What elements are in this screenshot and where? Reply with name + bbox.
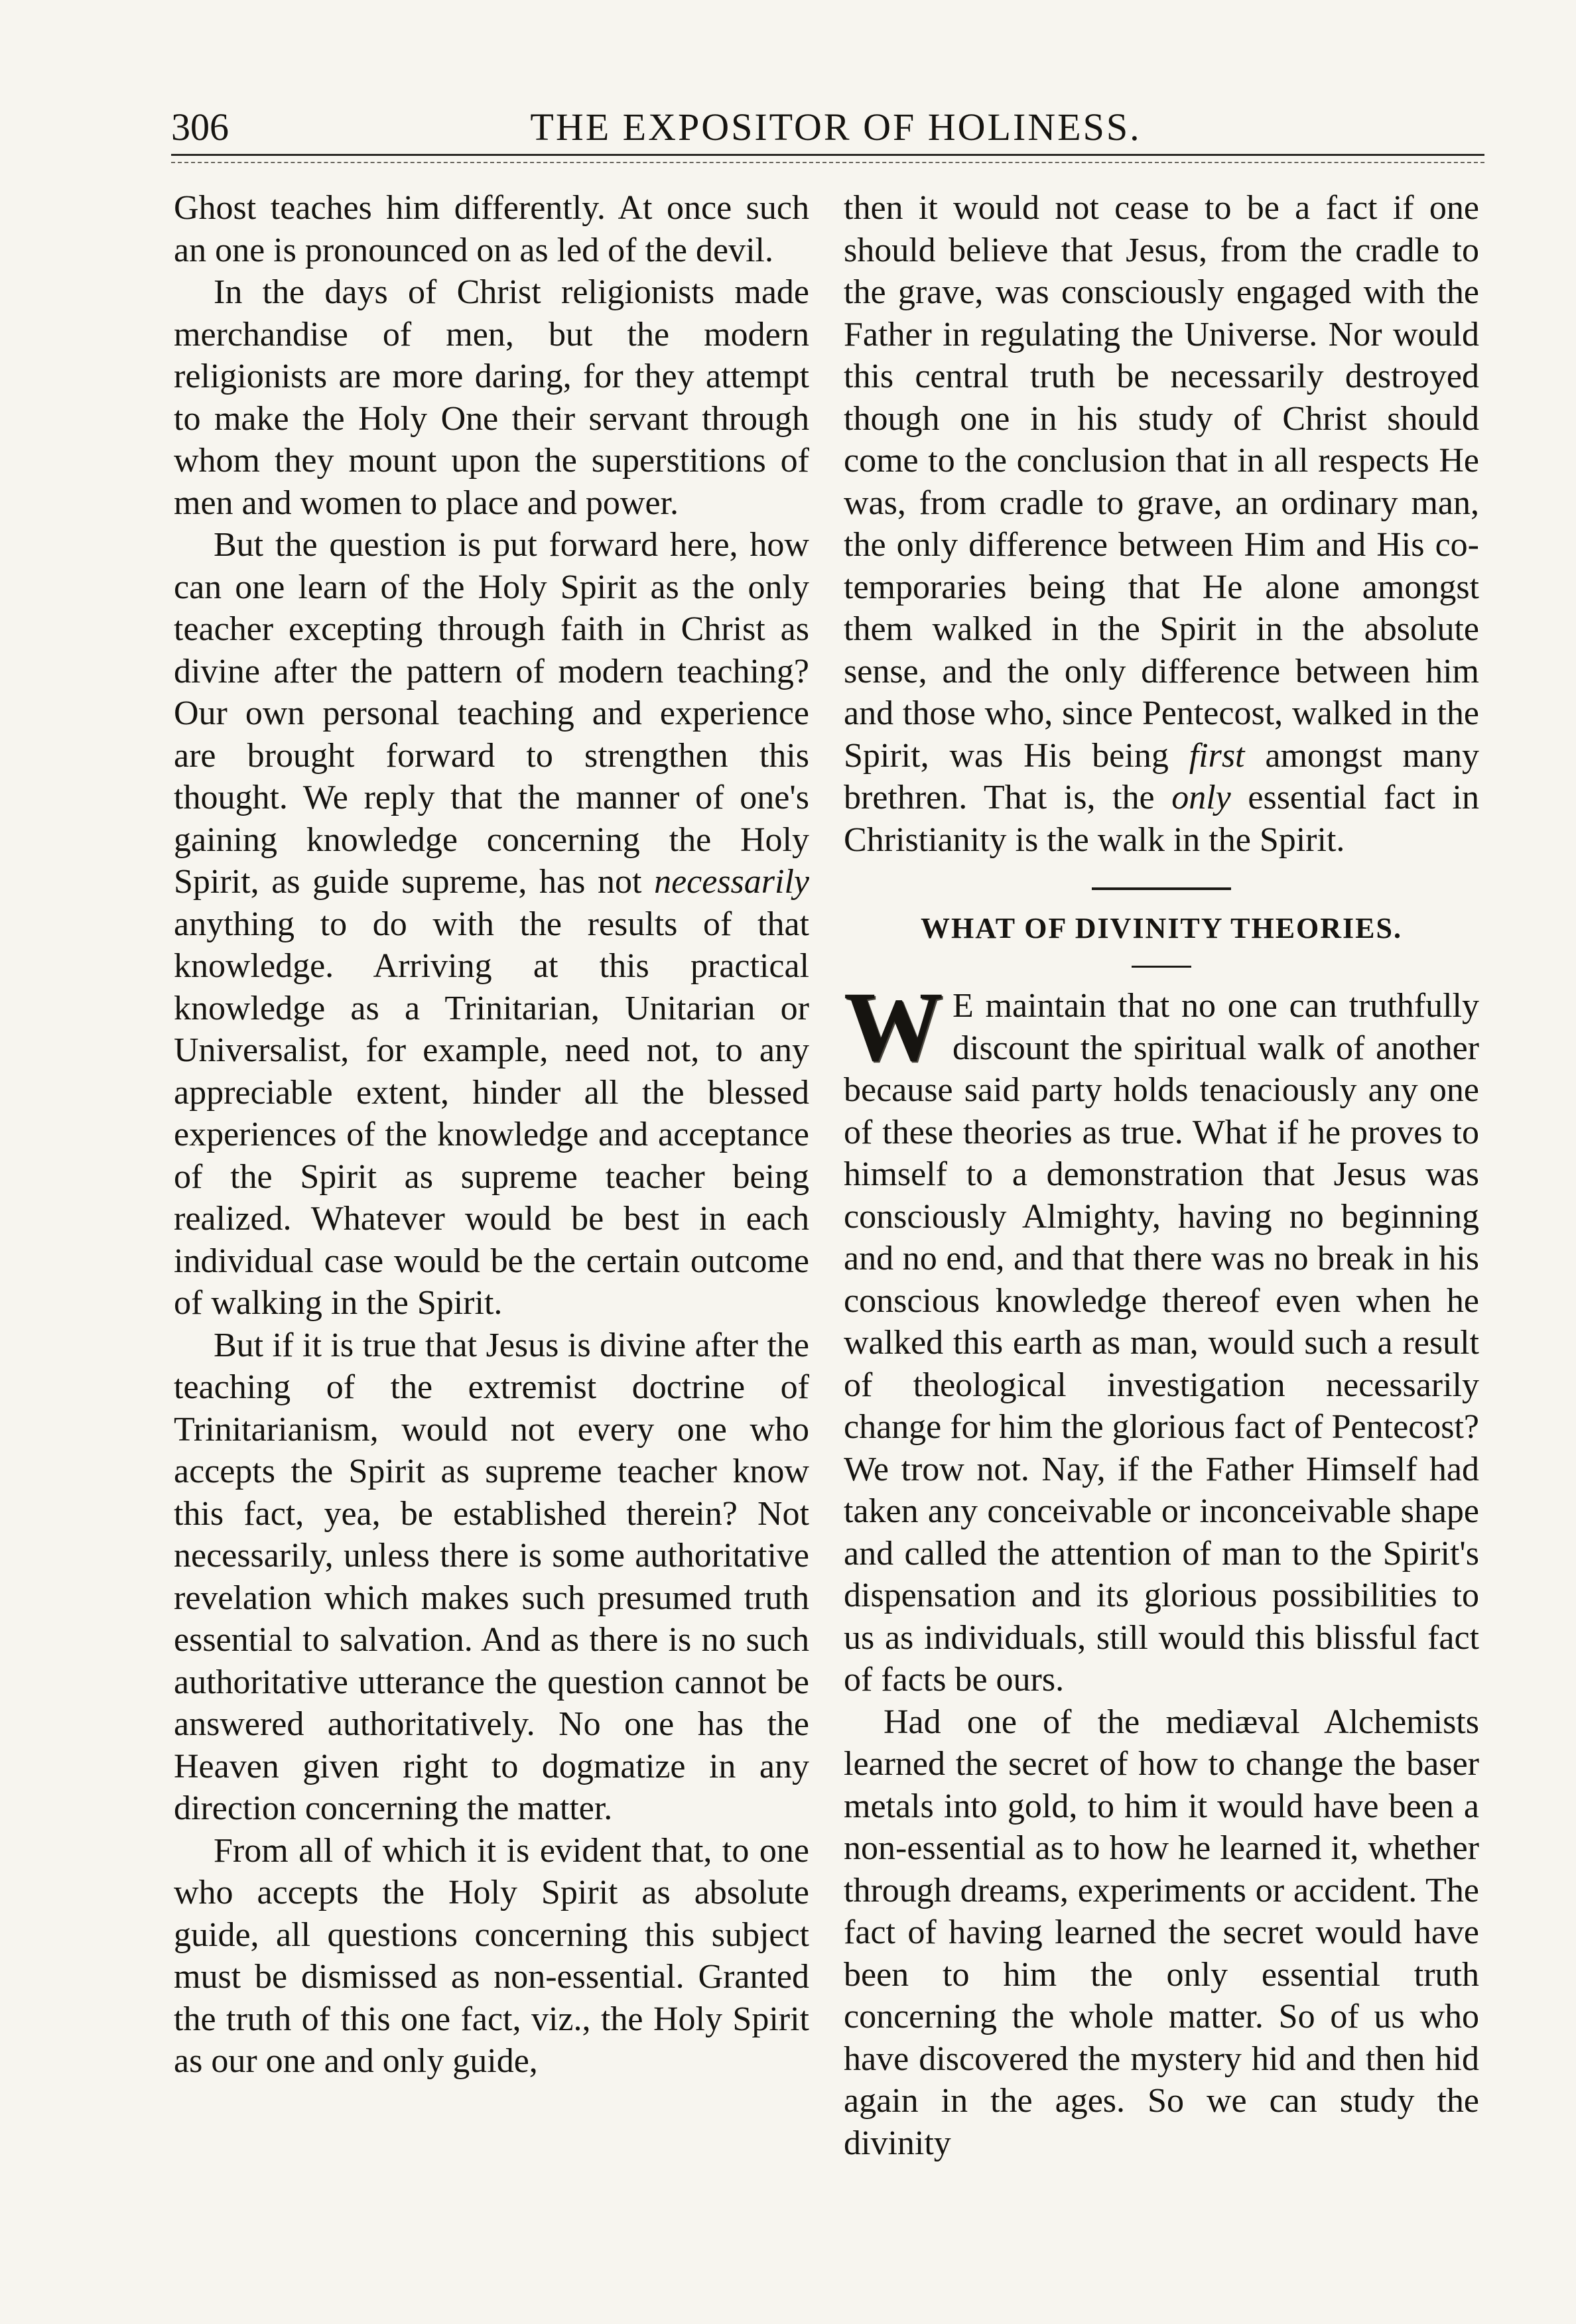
page-header xyxy=(171,99,1500,166)
italic-text: only xyxy=(1171,779,1231,816)
paragraph xyxy=(174,524,809,1324)
header-rule xyxy=(171,154,1484,156)
italic-text: necessarily xyxy=(654,863,809,901)
drop-cap: W xyxy=(844,972,943,1082)
text-run: amongst many brethren. That is, the xyxy=(844,736,1479,816)
text-run: But the question is put forward here, how can one learn of the Holy Spirit as the only teacher excepting through faith in Christ as divine after the pattern of modern teaching? Our own personal teaching and experience are brought forward to strengthen this thought. We reply that the manner of one's gaining knowledge concerning the Holy Spirit, as guide supreme, has not xyxy=(174,526,809,901)
section-heading: WHAT OF DIVINITY THEORIES. xyxy=(920,912,1402,944)
text-run: essential fact in Christianity is the walk in the Spirit. xyxy=(844,779,1480,859)
section-divider xyxy=(1092,887,1231,890)
paragraph: Ghost teaches him differently. At once such an one is pronounced on as led of the devil. xyxy=(174,189,809,269)
paragraph: From all of which it is evident that, to one who accepts the Holy Spirit as absolute guide, all questions concerning this subject must be dismissed as non-essential. Granted the truth of this one fact, viz., the Holy Spirit as our one and only guide, xyxy=(174,1831,809,2080)
page-number: 306 xyxy=(171,105,229,149)
paragraph xyxy=(844,972,1479,1701)
right-column xyxy=(844,187,1479,2164)
text-run: anything to do with the results of that knowledge. Arriving at this practical knowledge as a Trinitarian, Unitarian or Universalist, for example, need not, to any appreciable extent, hinder all the blessed experiences of the knowledge and acceptance of the Spirit as supreme teacher being realized. Whatever would be best in each individual case would be the certain outcome of walking in the Spirit. xyxy=(174,905,809,1322)
paragraph xyxy=(844,187,1479,861)
header-rule-dashed xyxy=(171,162,1484,163)
paragraph: But if it is true that Jesus is divine after the teaching of the extremist doctrine of Trinitarianism, would not every one who accepts the Spirit as supreme teacher know this fact, yea, be established therein? Not necessarily, unless there is some authoritative revelation which makes such presumed truth essential to salvation. And as there is no such authoritative utterance the question cannot be answered authoritatively. No one has the Heaven given right to dogmatize in any direction concerning the matter. xyxy=(174,1326,809,1827)
heading-divider xyxy=(1132,966,1191,968)
paragraph: In the days of Christ religionists made merchandise of men, but the modern religionists are more daring, for they attempt to make the Holy One their servant through whom they mount upon the superstitions of men and women to place and power. xyxy=(174,273,809,522)
text-run: then it would not cease to be a fact if one should believe that Jesus, from the cradle to the grave, was consciously engaged with the Father in regulating the Universe. Nor would this central truth be necessarily destroyed though one in his study of Christ should come to the conclusion that in all respects He was, from cradle to grave, an ordinary man, the only difference between Him and His co-temporaries being that He alone amongst them walked in the Spirit in the absolute sense, and the only difference between him and those who, since Pentecost, walked in the Spirit, was His being xyxy=(844,189,1479,775)
italic-text: first xyxy=(1189,736,1245,775)
running-title: THE EXPOSITOR OF HOLINESS. xyxy=(530,105,1142,149)
left-column xyxy=(174,187,809,2083)
paragraph: Had one of the mediæval Alchemists learned the secret of how to change the baser metals into gold, to him it would have been a non-essential as to how he learned it, whether through dreams, experiments or accident. The fact of having learned the secret would have been to him the only essential truth concerning the whole matter. So of us who have discovered the mystery hid and then hid again in the ages. So we can study the divinity xyxy=(844,1703,1479,2162)
text-run: E maintain that no one can truthfully discount the spiritual walk of another because said party holds tenaciously any one of these theories as true. What if he proves to himself to a demonstration that Jesus was consciously Almighty, having no beginning and no end, and that there was no break in his conscious knowledge thereof even when he walked this earth as man, would such a result of theological investigation necessarily change for him the glorious fact of Pentecost? We trow not. Nay, if the Father Himself had taken any conceivable or inconceivable shape and called the attention of man to the Spirit's dispensation and its glorious possibilities to us as individuals, still would this blissful fact of facts be ours. xyxy=(844,987,1479,1699)
